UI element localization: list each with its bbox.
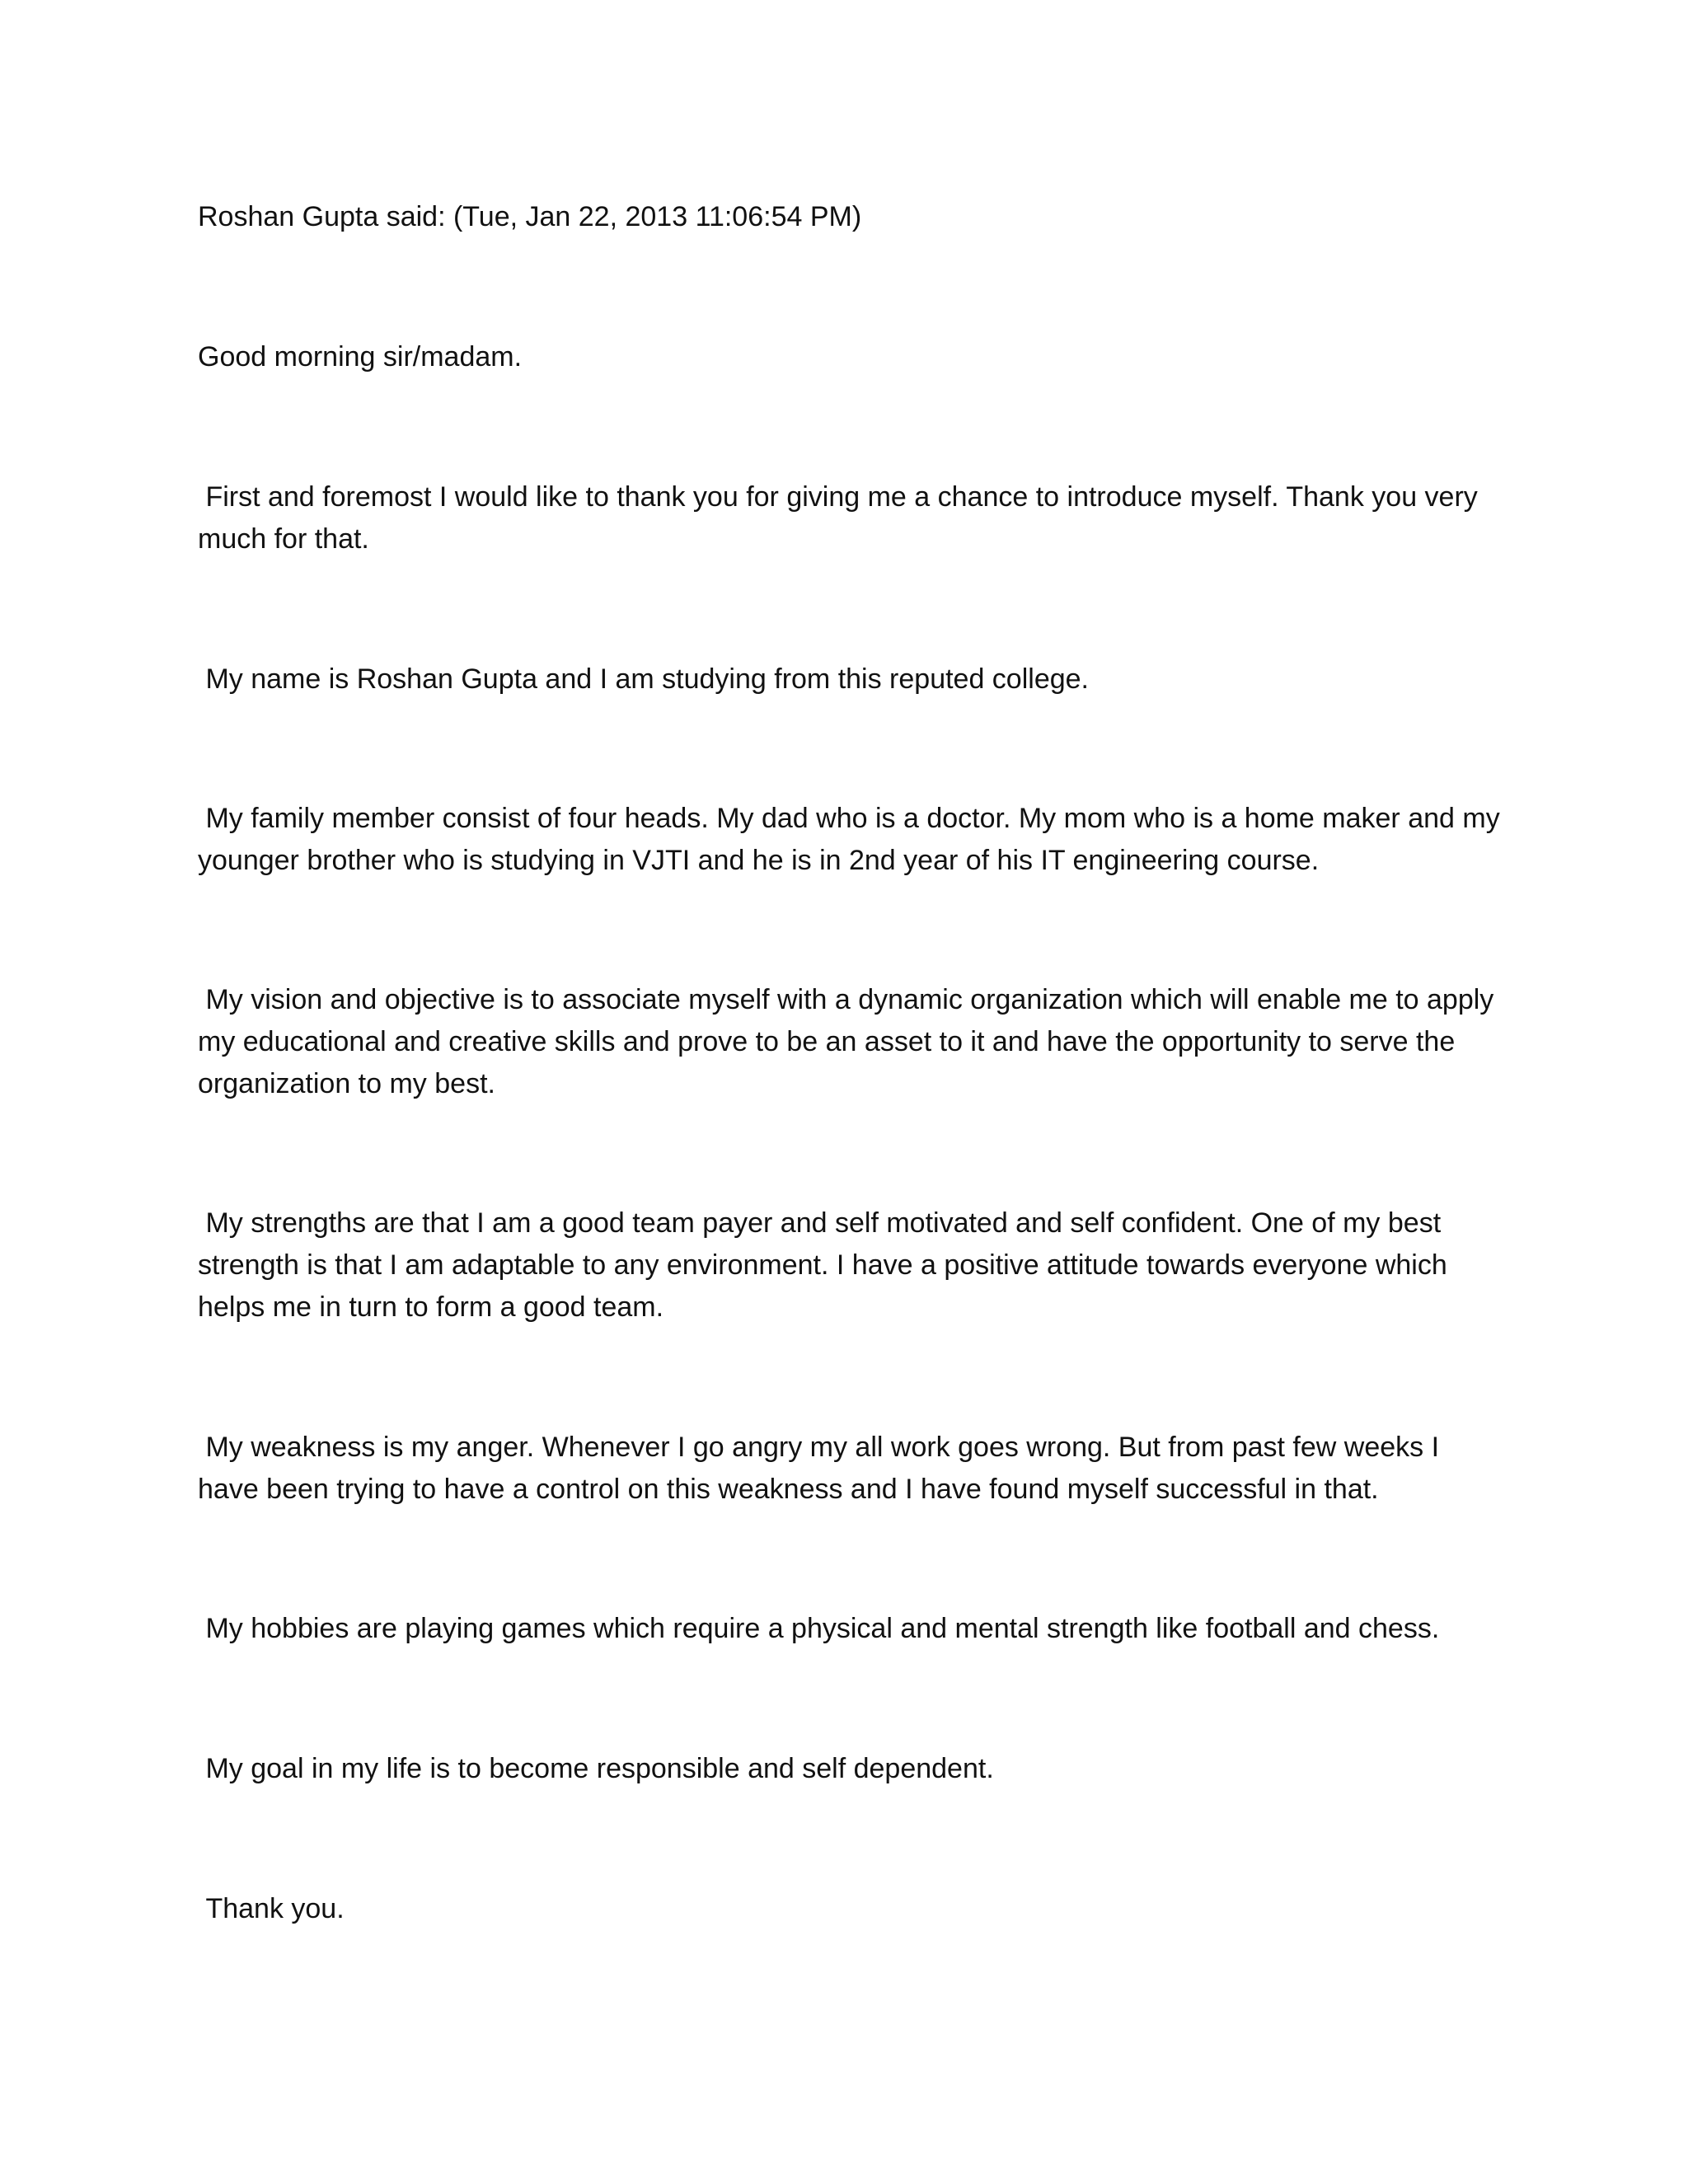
paragraph-greeting: Good morning sir/madam.	[198, 341, 523, 373]
paragraph-thanks: First and foremost I would like to thank you for giving me a chance to introduce myself. Thank you very much for that.	[198, 481, 1486, 555]
paragraph-goal: My goal in my life is to become responsible and self dependent.	[198, 1753, 994, 1784]
paragraph-weakness: My weakness is my anger. Whenever I go angry my all work goes wrong. But from past few weeks I have been trying to have a control on this weakness and I have found myself successful in that.	[198, 1432, 1447, 1505]
paragraph-name: My name is Roshan Gupta and I am studying from this reputed college.	[198, 663, 1090, 695]
paragraph-vision: My vision and objective is to associate myself with a dynamic organization which will enable me to apply my educational and creative skills and prove to be an asset to it and have the opportunity to serve the organization to my best.	[198, 984, 1502, 1099]
paragraph-strengths: My strengths are that I am a good team payer and self motivated and self confident. One of my best strength is that I am adaptable to any environment. I have a positive attitude towards everyone which helps me in turn to form a good team.	[198, 1207, 1456, 1323]
paragraph-hobbies: My hobbies are playing games which require a physical and mental strength like football and chess.	[198, 1613, 1440, 1644]
paragraph-family: My family member consist of four heads. My dad who is a doctor. My mom who is a home maker and my younger brother who is studying in VJTI and he is in 2nd year of his IT engineering course.	[198, 803, 1508, 876]
post-header: Roshan Gupta said: (Tue, Jan 22, 2013 11:06:54 PM)	[198, 201, 862, 232]
paragraph-closing: Thank you.	[198, 1893, 345, 1924]
